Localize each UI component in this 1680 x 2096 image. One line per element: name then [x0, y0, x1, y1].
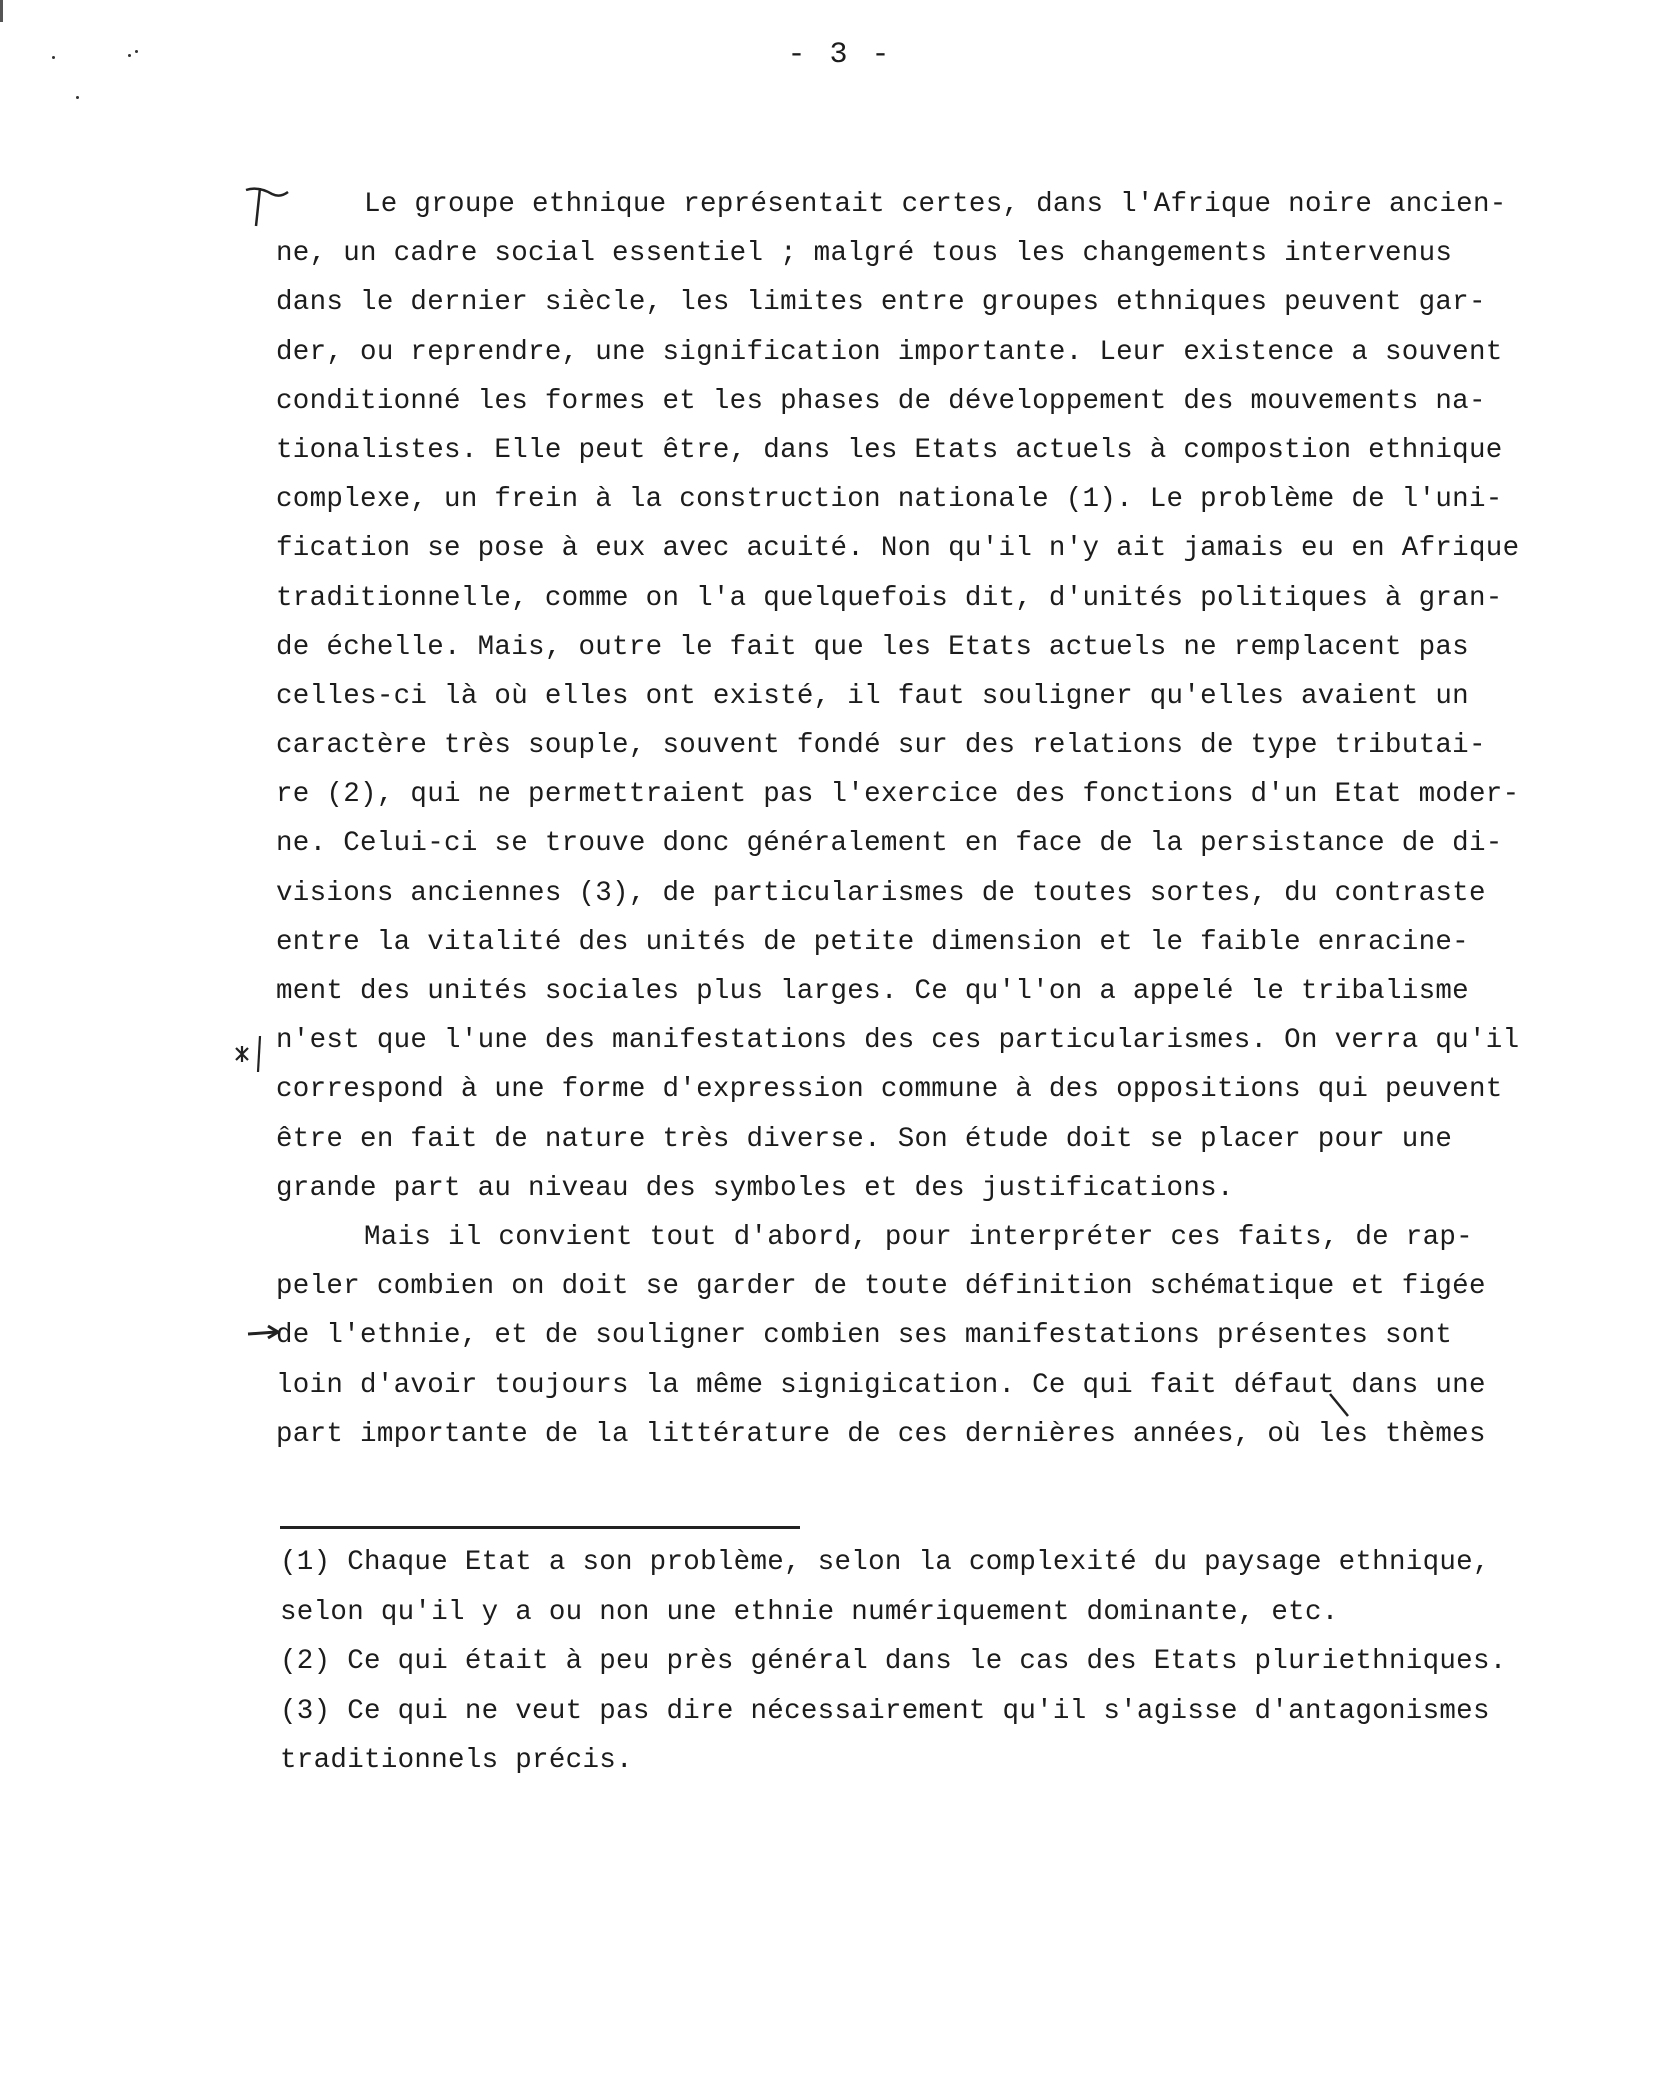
text-line: celles-ci là où elles ont existé, il faut souligner qu'elles avaient un — [276, 680, 1469, 712]
text-line: tionalistes. Elle peut être, dans les Etats actuels à compostion ethnique — [276, 434, 1503, 466]
text-line: être en fait de nature très diverse. Son étude doit se placer pour une — [276, 1123, 1453, 1155]
text-line: peler combien on doit se garder de toute définition schématique et figée — [276, 1271, 1486, 1303]
footnote-line: (3) Ce qui ne veut pas dire nécessairement qu'il s'agisse d'antagonismes — [280, 1695, 1490, 1727]
text-line: correspond à une forme d'expression commune à des oppositions qui peuvent — [276, 1074, 1503, 1106]
text-line: Mais il convient tout d'abord, pour interpréter ces faits, de rap- — [364, 1221, 1473, 1253]
text-line: grande part au niveau des symboles et des justifications. — [276, 1172, 1234, 1204]
text-line: re (2), qui ne permettraient pas l'exercice des fonctions d'un Etat moder- — [276, 779, 1520, 811]
text-line: ne, un cadre social essentiel ; malgré tous les changements intervenus — [276, 238, 1453, 270]
text-line: ment des unités sociales plus larges. Ce qu'l'on a appelé le tribalisme — [276, 976, 1469, 1007]
text-line: ne. Celui-ci se trouve donc généralement en face de la persistance de di- — [276, 828, 1503, 860]
footnote-line: traditionnels précis. — [280, 1745, 633, 1776]
footnote-separator — [280, 1526, 800, 1529]
scan-edge-mark — [0, 0, 3, 22]
text-line: der, ou reprendre, une signification importante. Leur existence a souvent — [276, 336, 1503, 368]
text-line: fication se pose à eux avec acuité. Non qu'il n'y ait jamais eu en Afrique — [276, 533, 1520, 565]
text-line: dans le dernier siècle, les limites entre groupes ethniques peuvent gar- — [276, 287, 1486, 319]
text-line: visions anciennes (3), de particularismes de toutes sortes, du contraste — [276, 877, 1486, 909]
paragraph-2 — [276, 1213, 1646, 1459]
footnote-line: selon qu'il y a ou non une ethnie numériquement dominante, etc. — [280, 1596, 1339, 1628]
text-line: traditionnelle, comme on l'a quelquefois dit, d'unités politiques à gran- — [276, 582, 1503, 614]
page-number: - 3 - — [787, 38, 893, 72]
text-line: complexe, un frein à la construction nationale (1). Le problème de l'uni- — [276, 484, 1503, 516]
text-line: entre la vitalité des unités de petite dimension et le faible enracine- — [276, 926, 1469, 958]
text-line: loin d'avoir toujours la même signigication. Ce qui fait défaut dans une — [276, 1369, 1486, 1401]
text-line: part importante de la littérature de ces dernières années, où les thèmes — [276, 1418, 1486, 1450]
text-line: de échelle. Mais, outre le fait que les Etats actuels ne remplacent pas — [276, 631, 1469, 663]
handwritten-asterisk-mark-icon — [232, 1032, 272, 1076]
text-line: Le groupe ethnique représentait certes, dans l'Afrique noire ancien- — [364, 189, 1507, 220]
main-text — [276, 180, 1646, 1459]
paragraph-1 — [276, 180, 1646, 1213]
text-line: de l'ethnie, et de souligner combien ses manifestations présentes sont — [276, 1320, 1453, 1352]
text-line: n'est que l'une des manifestations des ces particularismes. On verra qu'il — [276, 1025, 1520, 1057]
text-line: caractère très souple, souvent fondé sur des relations de type tributai- — [276, 730, 1486, 762]
scan-speck — [76, 96, 79, 99]
footnote-line: (1) Chaque Etat a son problème, selon la complexité du paysage ethnique, — [280, 1547, 1490, 1578]
text-line: conditionné les formes et les phases de développement des mouvements na- — [276, 385, 1486, 417]
footnotes — [280, 1538, 1650, 1786]
footnote-line: (2) Ce qui était à peu près général dans le cas des Etats pluriethniques. — [280, 1646, 1507, 1677]
